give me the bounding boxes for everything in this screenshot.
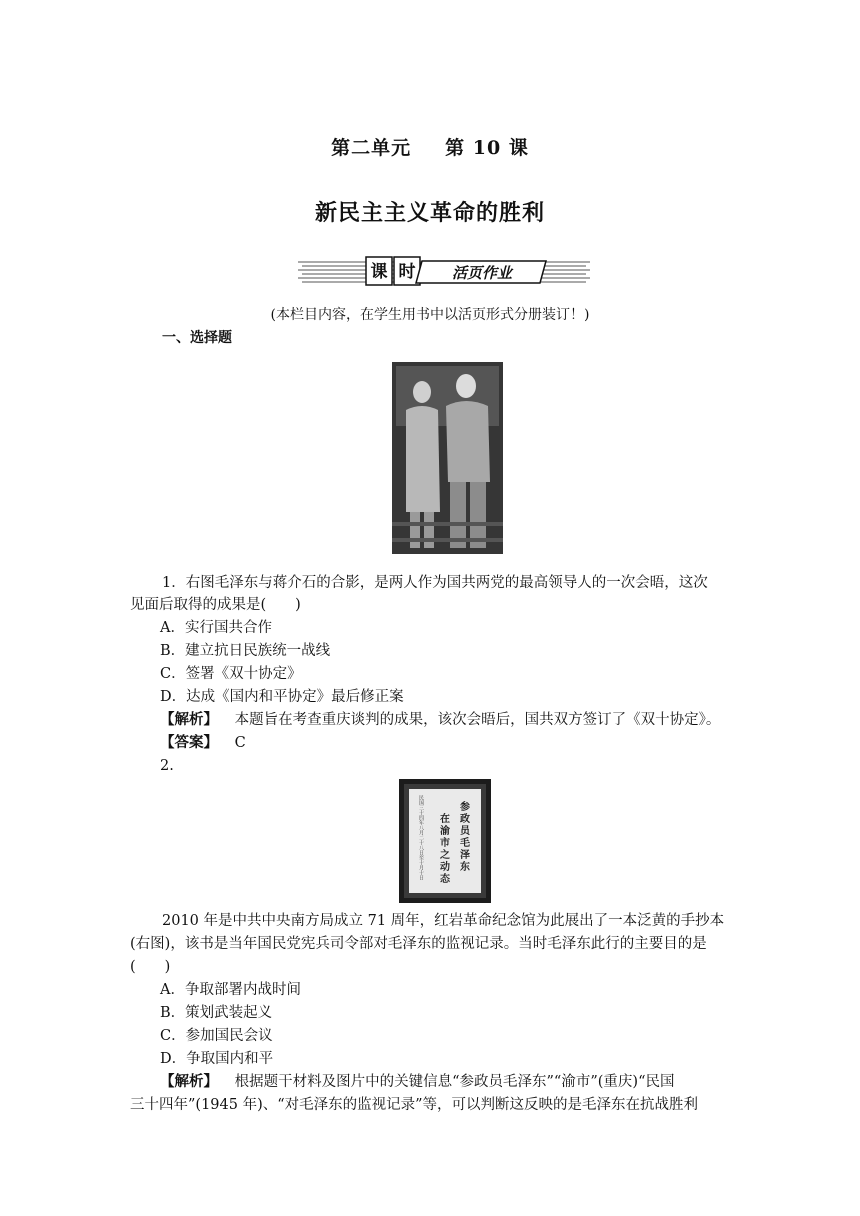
q2-option-c: C．参加国民会议 (160, 1028, 273, 1044)
q2-stem-line1: 2010 年是中共中央南方局成立 71 周年，红岩革命纪念馆为此展出了一本泛黄的手抄本 (162, 913, 725, 929)
q1-option-d: D．达成《国内和平协定》最后修正案 (160, 689, 404, 705)
q2-stem-line3: ( ) (130, 959, 171, 975)
q1-option-a: A．实行国共合作 (160, 620, 272, 636)
unit-label: 第二单元 (331, 137, 412, 159)
q2-option-b: B．策划武装起义 (160, 1005, 273, 1021)
lesson-title: 新民主主义革命的胜利 (314, 200, 545, 226)
q1-analysis (160, 709, 720, 731)
q1-option-b: B．建立抗日民族统一战线 (160, 643, 331, 659)
book-title-main: 参政员毛泽东 (457, 801, 469, 873)
homework-banner (296, 253, 592, 289)
book-date: 民国三十四年八月二十八日至十月十日 (418, 795, 424, 880)
banner-text: 活页作业 (451, 264, 513, 282)
lesson-number: 第 10 课 (445, 137, 529, 159)
q2-analysis-label: 【解析】 (160, 1073, 218, 1090)
book-title-sub: 在渝市之动态 (437, 813, 449, 885)
banner-char-1: 课 (370, 262, 388, 282)
q1-stem-line2: 见面后取得的成果是( ) (130, 597, 301, 613)
historical-photo (392, 362, 503, 554)
q2-analysis-line2: 三十四年”(1945 年)、“对毛泽东的监视记录”等，可以判断这反映的是毛泽东在抗战胜利 (130, 1097, 699, 1113)
q1-stem-line1: 1．右图毛泽东与蒋介石的合影，是两人作为国共两党的最高领导人的一次会晤，这次 (162, 575, 708, 591)
q2-analysis-text1: 根据题干材料及图片中的关键信息“参政员毛泽东”“渝市”(重庆)“民国 (234, 1074, 675, 1090)
q2-option-a: A．争取部署内战时间 (160, 982, 301, 998)
q1-analysis-text: 本题旨在考查重庆谈判的成果，该次会晤后，国共双方签订了《双十协定》。 (234, 712, 721, 728)
section-title: 一、选择题 (162, 330, 232, 346)
q1-answer (160, 732, 246, 754)
q2-option-d: D．争取国内和平 (160, 1051, 274, 1067)
q2-number: 2. (160, 758, 174, 774)
unit-title (0, 133, 860, 160)
q1-analysis-label: 【解析】 (160, 711, 218, 728)
q2-analysis-line1 (160, 1071, 730, 1093)
q1-answer-text: C (234, 735, 246, 751)
q1-option-c: C．签署《双十协定》 (160, 666, 302, 682)
banner-char-2: 时 (398, 262, 416, 282)
q2-stem-line2: (右图)，该书是当年国民党宪兵司令部对毛泽东的监视记录。当时毛泽东此行的主要目的是 (130, 936, 707, 952)
binding-note: (本栏目内容，在学生用书中以活页形式分册装订！) (270, 307, 590, 323)
q1-answer-label: 【答案】 (160, 734, 218, 751)
handwritten-book-image (399, 779, 491, 903)
